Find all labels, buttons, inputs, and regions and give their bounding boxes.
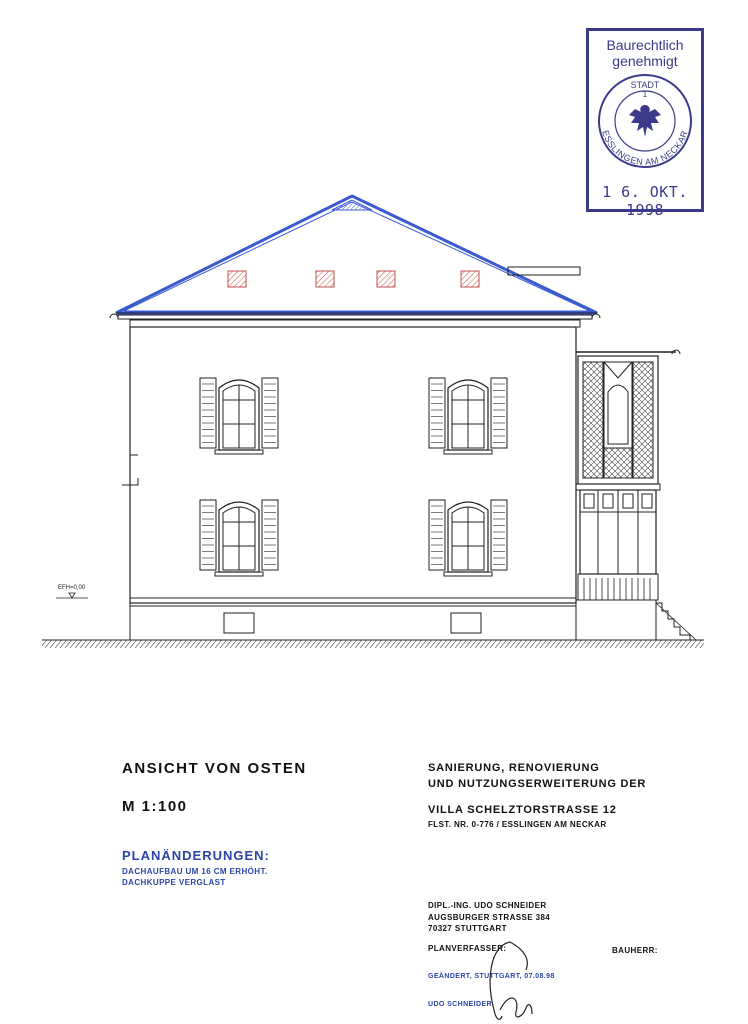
floor-level-mark [56,593,88,598]
seal-ring-text: ESSLINGEN AM NECKAR [600,129,690,168]
architect-line-2: AUGSBURGER STRASSE 384 [428,913,551,922]
ground-line [42,640,704,648]
stamp-line-2: genehmigt [612,53,678,69]
shuttered-window [200,378,278,454]
gable-vents [228,271,479,287]
floor-level-label: EFH=0,00 [58,585,86,591]
changes-heading: PLANÄNDERUNGEN: [122,848,270,863]
facade-wall [122,327,576,640]
changes-line-1: DACHAUFBAU UM 16 CM ERHÖHT. [122,867,268,876]
signature-name: UDO SCHNEIDER [428,1001,492,1008]
gable-roof [110,196,600,327]
changed-note: GEÄNDERT, STUTTGART, 07.08.98 [428,973,555,980]
project-line-4: FLST. NR. 0-776 / ESSLINGEN AM NECKAR [428,820,607,829]
annex-bay [576,350,696,640]
approval-stamp [586,28,704,219]
handwritten-signature [470,940,560,1024]
architect-line-3: 70327 STUTTGART [428,924,507,933]
seal-top-text: STADT [630,80,660,90]
shuttered-window [200,500,278,576]
shuttered-window [429,378,507,454]
eagle-icon [629,105,661,137]
project-line-3: VILLA SCHELZTORSTRASSE 12 [428,804,617,816]
project-line-2: UND NUTZUNGSERWEITERUNG DER [428,778,647,790]
changes-line-2: DACHKUPPE VERGLAST [122,878,226,887]
architect-line-1: DIPL.-ING. UDO SCHNEIDER [428,901,547,910]
stamp-line-1: Baurechtlich [606,37,684,53]
project-line-1: SANIERUNG, RENOVIERUNG [428,762,600,774]
scale-label: M 1:100 [122,798,188,815]
seal-number: 1 [642,90,648,99]
client-label: BAUHERR: [612,946,658,955]
chimney [508,267,580,275]
city-seal [589,71,701,171]
shuttered-window [429,500,507,576]
stamp-date: 1 6. OKT. 1998 [602,183,688,219]
view-title: ANSICHT VON OSTEN [122,760,307,777]
planner-label: PLANVERFASSER: [428,944,507,953]
facade-windows [200,378,507,576]
